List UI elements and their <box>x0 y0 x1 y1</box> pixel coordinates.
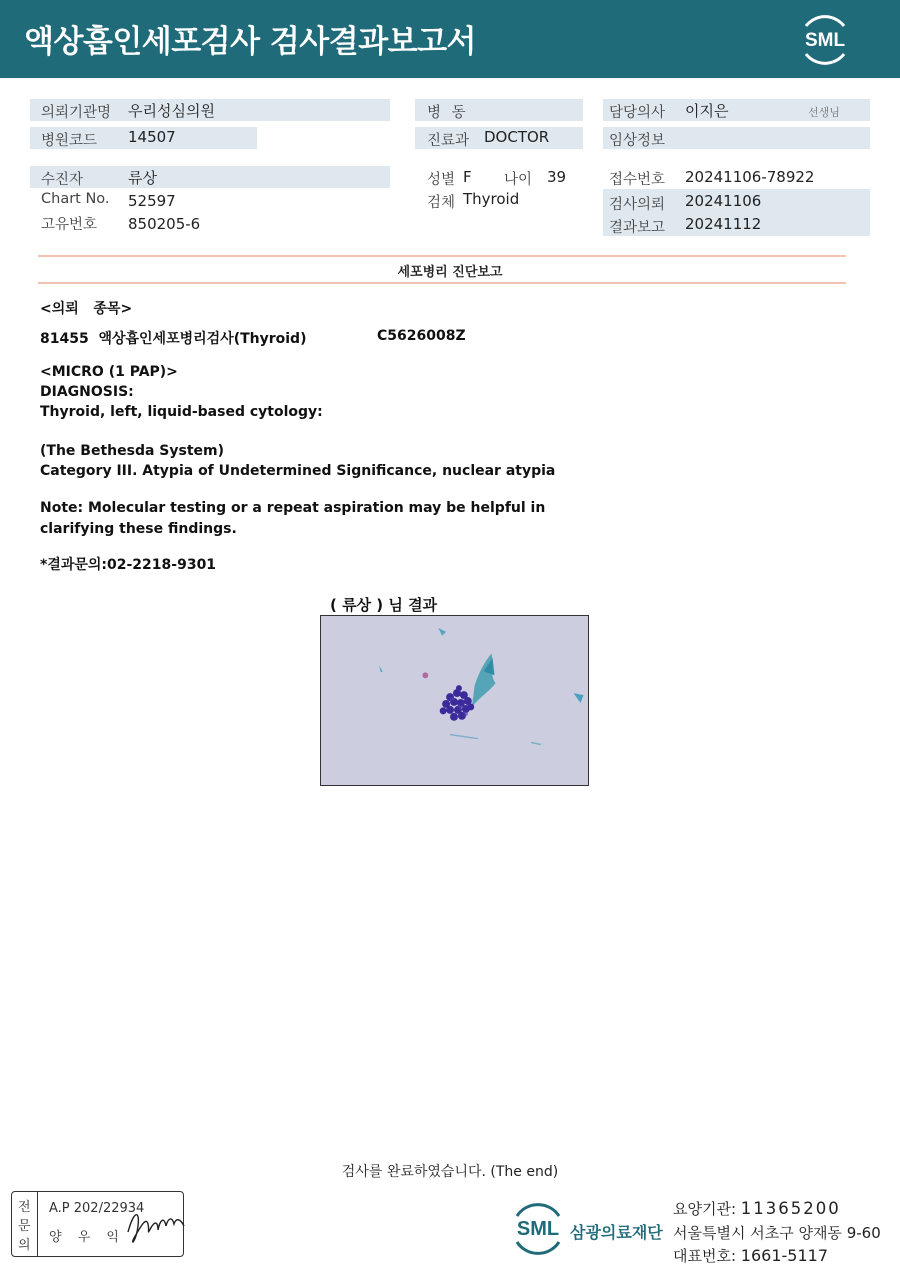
sex-label: 성별 <box>427 172 456 188</box>
request-value: 20241106 <box>685 192 762 210</box>
order-code: C5626008Z <box>377 328 466 344</box>
stamp-side-char: 의 <box>18 1238 31 1253</box>
stamp-side-char: 전 <box>18 1200 31 1215</box>
receipt-value: 20241106-78922 <box>685 168 815 186</box>
svg-text:SML: SML <box>804 30 846 51</box>
report-title: 액상흡인세포검사 검사결과보고서 <box>24 24 476 60</box>
unique-no-label: 고유번호 <box>41 217 98 233</box>
specimen-value: Thyroid <box>463 190 520 208</box>
note-line-2: clarifying these findings. <box>40 521 237 537</box>
age-label: 나이 <box>504 172 533 188</box>
phone-line <box>673 1245 828 1266</box>
request-label: 검사의뢰 <box>609 197 666 213</box>
department-value: DOCTOR <box>484 128 550 146</box>
stamp-ap-number: A.P 202/22934 <box>49 1201 145 1216</box>
band-patient <box>30 166 390 188</box>
image-caption: ( 류상 ) 님 결과 <box>330 596 438 614</box>
doctor-label: 담당의사 <box>609 105 666 121</box>
care-number: 11365200 <box>740 1199 841 1218</box>
phone-number: 1661-5117 <box>740 1246 829 1265</box>
diagnosis-heading: DIAGNOSIS: <box>40 384 134 400</box>
patient-label: 수진자 <box>41 172 84 188</box>
department-label: 진료과 <box>427 133 470 149</box>
sml-footer-logo-icon <box>509 1200 567 1256</box>
care-label: 요양기관: <box>673 1200 737 1218</box>
address-line: 서울특별시 서초구 양재동 9-60 <box>673 1224 881 1242</box>
end-text: 검사를 완료하였습니다. (The end) <box>341 1164 559 1180</box>
receipt-label: 접수번호 <box>609 172 666 188</box>
hospital-code-label: 병원코드 <box>41 133 98 149</box>
order-line: 81455 액상흡인세포병리검사(Thyroid) <box>40 331 307 347</box>
doctor-value: 이지은 <box>685 102 729 120</box>
sml-logo-icon <box>796 12 854 66</box>
report-header <box>0 0 900 78</box>
section-title: 세포병리 진단보고 <box>397 265 503 280</box>
specimen-label: 검체 <box>427 195 456 211</box>
separator-bottom <box>38 282 846 284</box>
stamp-side-char: 문 <box>18 1219 31 1234</box>
cell-cluster-icon <box>321 616 588 785</box>
separator-top <box>38 255 846 257</box>
svg-text:SML: SML <box>516 1218 560 1240</box>
bethesda-system: (The Bethesda System) <box>40 443 224 459</box>
care-number-line <box>673 1198 841 1219</box>
signature-icon <box>124 1202 188 1248</box>
phone-label: 대표번호: <box>673 1247 737 1265</box>
order-heading: <의뢰 종목> <box>40 301 133 317</box>
ward-label: 병 동 <box>427 105 466 121</box>
stamp-side <box>12 1192 38 1256</box>
clinical-label: 임상정보 <box>609 133 666 149</box>
pathologist-stamp <box>11 1191 184 1257</box>
org-name: 삼광의료재단 <box>570 1223 663 1242</box>
patient-value: 류상 <box>128 169 157 187</box>
micro-heading: <MICRO (1 PAP)> <box>40 364 178 380</box>
chart-no-value: 52597 <box>128 192 176 210</box>
specimen-image <box>320 615 589 786</box>
institution-label: 의뢰기관명 <box>41 105 112 121</box>
institution-value: 우리성심의원 <box>128 102 215 120</box>
chart-no-label: Chart No. <box>41 191 110 207</box>
diagnosis-site: Thyroid, left, liquid-based cytology: <box>40 404 323 420</box>
stamp-name: 양 우 익 <box>49 1230 125 1245</box>
sex-value: F <box>463 168 472 186</box>
unique-no-value: 850205-6 <box>128 215 201 233</box>
age-value: 39 <box>547 168 567 186</box>
report-date-value: 20241112 <box>685 215 762 233</box>
hospital-code-value: 14507 <box>128 128 176 146</box>
report-date-label: 결과보고 <box>609 220 666 236</box>
doctor-suffix: 선생님 <box>808 106 840 119</box>
diagnosis-category: Category III. Atypia of Undetermined Significance, nuclear atypia <box>40 463 556 479</box>
note-line-1: Note: Molecular testing or a repeat aspiration may be helpful in <box>40 500 546 516</box>
contact-line: *결과문의:02-2218-9301 <box>40 557 217 573</box>
